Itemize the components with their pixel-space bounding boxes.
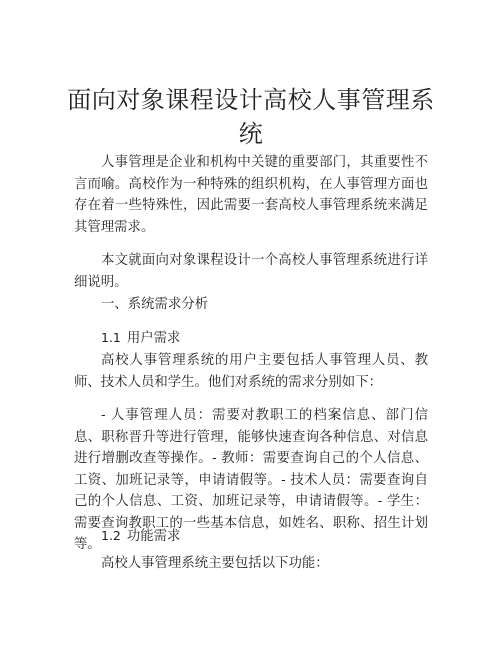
purpose-paragraph: 本文就面向对象课程设计一个高校人事管理系统进行详细说明。 (74, 253, 428, 290)
user-needs-intro-paragraph: 高校人事管理系统的用户主要包括人事管理人员、教师、技术人员和学生。他们对系统的需求分别如下： (74, 353, 428, 390)
subsection-title: 用户需求 (126, 331, 181, 346)
subsection-heading-function-needs (101, 525, 180, 548)
intro-paragraph: 人事管理是企业和机构中关键的重要部门，其重要性不言而喻。高校作为一种特殊的组织机构，在人事管理方面也存在着一些特殊性，因此需要一套高校人事管理系统来满足其管理需求。 (74, 155, 428, 235)
subsection-heading-user-needs (101, 327, 180, 350)
function-needs-intro-paragraph: 高校人事管理系统主要包括以下功能： (101, 556, 329, 571)
document-title: 面向对象课程设计高校人事管理系统 (67, 86, 435, 148)
user-needs-detail-paragraph: - 人事管理人员：需要对教职工的档案信息、部门信息、职称晋升等进行管理，能够快速查询各种信息、对信息进行增删改查等操作。- 教师：需要查询自己的个人信息、工资、加班记录等，申请请假等。- 技术人员：需要查询自己的个人信息、工资、加班记录等，申请请假等。- 学生：需要查询教职工的一些基本信息，如姓名、职称、招生计划等。 (74, 408, 428, 552)
subsection-title: 功能需求 (126, 529, 181, 544)
subsection-number: 1.1 (101, 330, 121, 345)
section-heading-requirements: 一、系统需求分析 (101, 297, 209, 312)
subsection-number: 1.2 (101, 528, 121, 543)
